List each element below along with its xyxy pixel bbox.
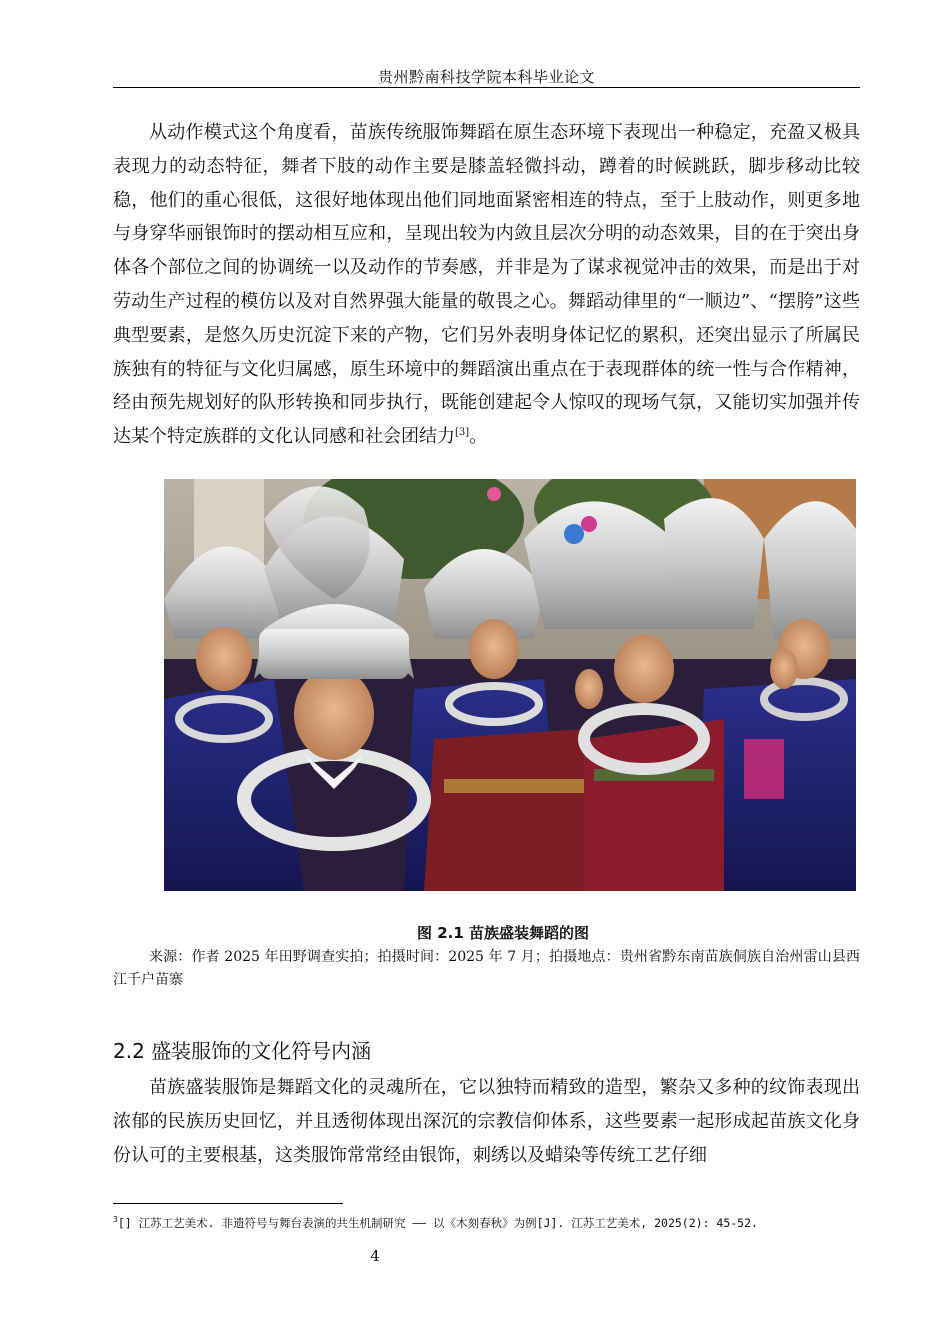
- footnote: [113, 1210, 860, 1233]
- citation-ref[interactable]: [3]: [455, 427, 470, 439]
- footnote-rule: [113, 1203, 343, 1204]
- footnote-marker: 3: [113, 1215, 118, 1224]
- figure-photo: [164, 479, 856, 891]
- header-rule: [113, 87, 860, 88]
- figure-caption: 图 2.1 苗族盛装舞蹈的图: [416, 924, 590, 942]
- paragraph-1-text: 从动作模式这个角度看，苗族传统服饰舞蹈在原生态环境下表现出一种稳定，充盈又极具表现力的动态特征，舞者下肢的动作主要是膝盖轻微抖动，蹲着的时候跳跃，脚步移动比较稳，他们的重心很低，这很好地体现出他们同地面紧密相连的特点，至于上肢动作，则更多地与身穿华丽银饰时的摆动相互应和，呈现出较为内敛且层次分明的动态效果，目的在于突出身体各个部位之间的协调统一以及动作的节奏感，并非是为了谋求视觉冲击的效果，而是出于对劳动生产过程的模仿以及对自然界强大能量的敬畏之心。舞蹈动律里的“一顺边”、“摆胯”这些典型要素，是悠久历史沉淀下来的产物，它们另外表明身体记忆的累积，还突出显示了所属民族独有的特征与文化归属感，原生环境中的舞蹈演出重点在于表现群体的统一性与合作精神，经由预先规划好的队形转换和同步执行，既能创建起令人惊叹的现场气氛，又能切实加强并传达某个特定族群的文化认同感和社会团结力: [113, 122, 860, 448]
- paragraph-1-end: 。: [469, 426, 488, 448]
- body-paragraph-1: [113, 116, 860, 454]
- figure-source: 来源：作者 2025 年田野调查实拍；拍摄时间：2025 年 7 月；拍摄地点：贵州省黔东南苗族侗族自治州雷山县西江千户苗寨: [113, 949, 860, 988]
- page-number: 4: [370, 1247, 380, 1265]
- body-paragraph-2: 苗族盛装服饰是舞蹈文化的灵魂所在，它以独特而精致的造型，繁杂又多种的纹饰表现出浓郁的民族历史回忆，并且透彻体现出深沉的宗教信仰体系，这些要素一起形成起苗族文化身份认可的主要根基，这类服饰常常经由银饰，刺绣以及蜡染等传统工艺仔细: [113, 1077, 860, 1166]
- running-header: 贵州黔南科技学院本科毕业论文: [377, 68, 595, 86]
- section-heading: 2.2 盛装服饰的文化符号内涵: [113, 1039, 372, 1063]
- footnote-text: [] 江苏工艺美术. 非遗符号与舞台表演的共生机制研究 —— 以《木刻春秋》为例[J]. 江苏工艺美术, 2025(2): 45-52.: [117, 1215, 758, 1230]
- miao-dance-photo-illustration: [164, 479, 856, 891]
